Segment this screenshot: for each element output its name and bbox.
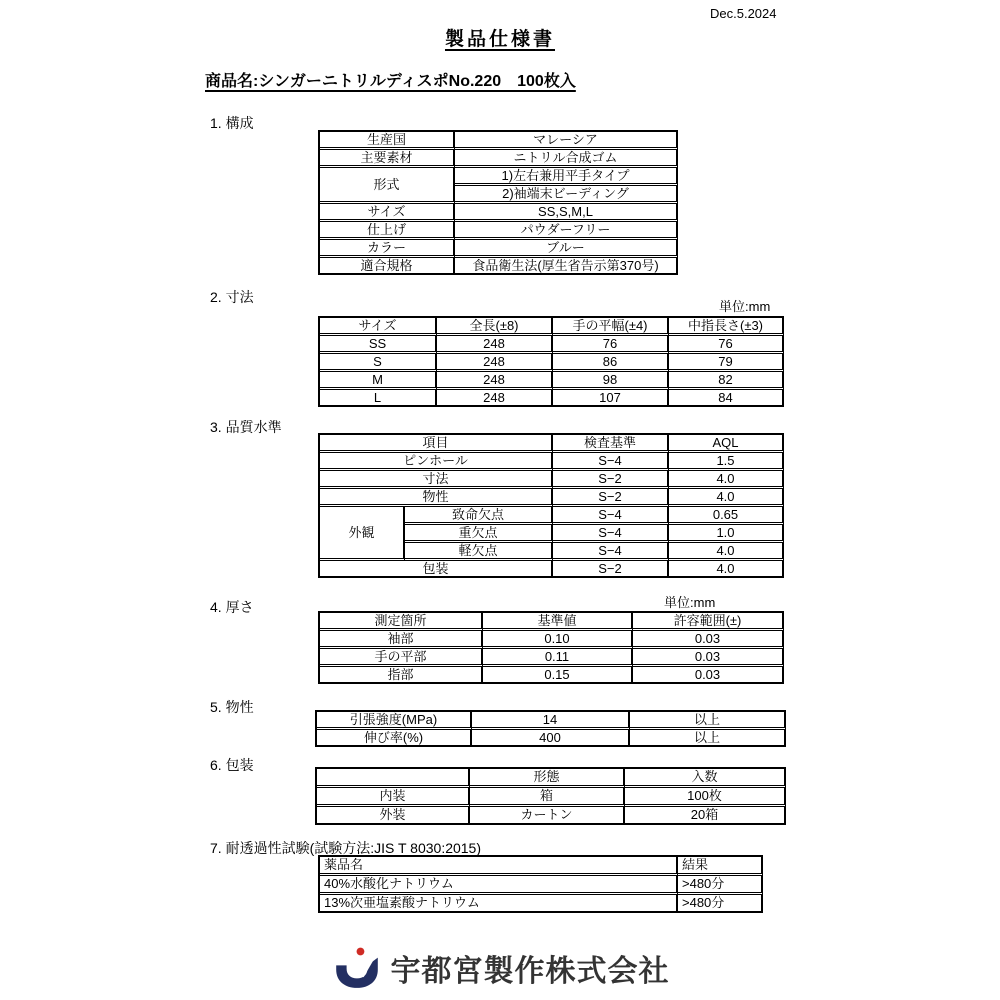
table-row [320, 895, 763, 913]
table-header-row [320, 435, 784, 453]
cell: M [320, 372, 437, 390]
product-name: 商品名:シンガーニトリルディスポNo.220 100枚入 [205, 73, 576, 90]
cell: 包装 [320, 561, 553, 578]
column-header: 検査基準 [553, 435, 669, 453]
cell: S [320, 354, 437, 372]
table-row [320, 667, 784, 684]
cell: 0.15 [483, 667, 633, 684]
table-row [317, 807, 786, 825]
cell: 14 [472, 712, 630, 730]
column-header: 入数 [625, 769, 786, 788]
footer [0, 944, 1000, 992]
table-row [320, 507, 784, 525]
cell: 0.65 [669, 507, 784, 525]
cell: 79 [669, 354, 784, 372]
unit-note-dimensions: 単位:mm [719, 299, 771, 314]
cell: 0.10 [483, 631, 633, 649]
cell: S−4 [553, 525, 669, 543]
table-header-row [317, 769, 786, 788]
table-row [320, 240, 678, 258]
column-header: 項目 [320, 435, 553, 453]
section-label-packing: 6. 包装 [210, 757, 254, 773]
cell: S−2 [553, 489, 669, 507]
cell: L [320, 390, 437, 407]
cell: 40%水酸化ナトリウム [320, 876, 678, 895]
table-row [320, 168, 678, 186]
row-label: サイズ [320, 204, 455, 222]
table-row [320, 150, 678, 168]
cell: 以上 [630, 712, 786, 730]
cell: 248 [437, 336, 553, 354]
cell: 4.0 [669, 471, 784, 489]
column-header: 薬品名 [320, 857, 678, 876]
table-row [320, 222, 678, 240]
cell: 0.03 [633, 667, 784, 684]
document-date: Dec.5.2024 [710, 6, 777, 21]
table-row [317, 712, 786, 730]
cell: 98 [553, 372, 669, 390]
table-row [320, 631, 784, 649]
row-label: 仕上げ [320, 222, 455, 240]
table-row [320, 258, 678, 275]
page-title [0, 24, 1000, 51]
column-header: 測定箇所 [320, 613, 483, 631]
table-row [320, 649, 784, 667]
cell: >480分 [678, 876, 763, 895]
table-row [320, 204, 678, 222]
table-row [320, 876, 763, 895]
table-row [320, 354, 784, 372]
cell: 手の平部 [320, 649, 483, 667]
cell: 100枚 [625, 788, 786, 807]
column-header: 全長(±8) [437, 318, 553, 336]
thickness-table [318, 611, 784, 684]
cell: 指部 [320, 667, 483, 684]
cell: 248 [437, 390, 553, 407]
cell: S−2 [553, 561, 669, 578]
table-row [320, 372, 784, 390]
row-value: 食品衛生法(厚生省告示第370号) [455, 258, 678, 275]
row-value: 1)左右兼用平手タイプ [455, 168, 678, 186]
cell: S−4 [553, 507, 669, 525]
cell: 86 [553, 354, 669, 372]
table-row [320, 390, 784, 407]
table-header-row [320, 318, 784, 336]
unit-note-thickness: 単位:mm [664, 595, 716, 610]
cell: 13%次亜塩素酸ナトリウム [320, 895, 678, 913]
cell: 軽欠点 [405, 543, 553, 561]
table-header-row [320, 857, 763, 876]
section-label-dimensions: 2. 寸法 [210, 289, 254, 305]
cell: 外装 [317, 807, 470, 825]
section-label-thickness: 4. 厚さ [210, 599, 254, 615]
cell: 248 [437, 372, 553, 390]
cell: 袖部 [320, 631, 483, 649]
physical-table [315, 710, 786, 747]
cell: 4.0 [669, 561, 784, 578]
cell: 1.5 [669, 453, 784, 471]
cell: 107 [553, 390, 669, 407]
row-value: 2)袖端末ビーディング [455, 186, 678, 204]
row-label: カラー [320, 240, 455, 258]
cell: 致命欠点 [405, 507, 553, 525]
cell: S−4 [553, 543, 669, 561]
cell: S−2 [553, 471, 669, 489]
cell: ピンホール [320, 453, 553, 471]
cell: >480分 [678, 895, 763, 913]
column-header: 手の平幅(±4) [553, 318, 669, 336]
table-row [320, 336, 784, 354]
cell: 内装 [317, 788, 470, 807]
table-header-row [320, 613, 784, 631]
cell: 82 [669, 372, 784, 390]
cell: 寸法 [320, 471, 553, 489]
column-header: 結果 [678, 857, 763, 876]
cell: カートン [470, 807, 625, 825]
table-row [317, 730, 786, 747]
column-header: 形態 [470, 769, 625, 788]
table-row [320, 489, 784, 507]
cell: 箱 [470, 788, 625, 807]
section-label-physical: 5. 物性 [210, 699, 254, 715]
row-label: 生産国 [320, 132, 455, 150]
section-label-composition: 1. 構成 [210, 115, 254, 131]
cell: 400 [472, 730, 630, 747]
cell: 248 [437, 354, 553, 372]
table-row [317, 788, 786, 807]
cell: 20箱 [625, 807, 786, 825]
cell: 4.0 [669, 543, 784, 561]
row-label: 形式 [320, 168, 455, 204]
table-row [320, 132, 678, 150]
table-row [320, 453, 784, 471]
quality-table [318, 433, 784, 578]
cell: 引張強度(MPa) [317, 712, 472, 730]
composition-table [318, 130, 678, 275]
company-name: 宇都宮製作株式会社 [390, 955, 670, 988]
row-label: 主要素材 [320, 150, 455, 168]
cell: 76 [553, 336, 669, 354]
cell: 4.0 [669, 489, 784, 507]
cell: 0.03 [633, 631, 784, 649]
row-value: マレーシア [455, 132, 678, 150]
row-value: パウダーフリー [455, 222, 678, 240]
cell: 1.0 [669, 525, 784, 543]
permeation-table [318, 855, 763, 913]
cell: S−4 [553, 453, 669, 471]
section-label-quality: 3. 品質水準 [210, 419, 282, 435]
page-title-text: 製品仕様書 [444, 29, 555, 50]
row-label: 適合規格 [320, 258, 455, 275]
column-header: 許容範囲(±) [633, 613, 784, 631]
cell: 84 [669, 390, 784, 407]
cell: 0.11 [483, 649, 633, 667]
cell: 伸び率(%) [317, 730, 472, 747]
section-label-permeation: 7. 耐透過性試験(試験方法:JIS T 8030:2015) [210, 840, 482, 856]
column-header: 中指長さ(±3) [669, 318, 784, 336]
table-row [320, 561, 784, 578]
table-row [320, 471, 784, 489]
packing-table [315, 767, 786, 825]
cell: 76 [669, 336, 784, 354]
dimensions-table [318, 316, 784, 407]
cell: 0.03 [633, 649, 784, 667]
column-header [317, 769, 470, 788]
cell: 物性 [320, 489, 553, 507]
column-header: サイズ [320, 318, 437, 336]
cell: 重欠点 [405, 525, 553, 543]
column-header: 基準値 [483, 613, 633, 631]
row-value: ニトリル合成ゴム [455, 150, 678, 168]
company-logo-icon [331, 944, 383, 992]
column-header: AQL [669, 435, 784, 453]
row-value: ブルー [455, 240, 678, 258]
row-value: SS,S,M,L [455, 204, 678, 222]
cell: 外観 [320, 507, 405, 561]
cell: SS [320, 336, 437, 354]
cell: 以上 [630, 730, 786, 747]
